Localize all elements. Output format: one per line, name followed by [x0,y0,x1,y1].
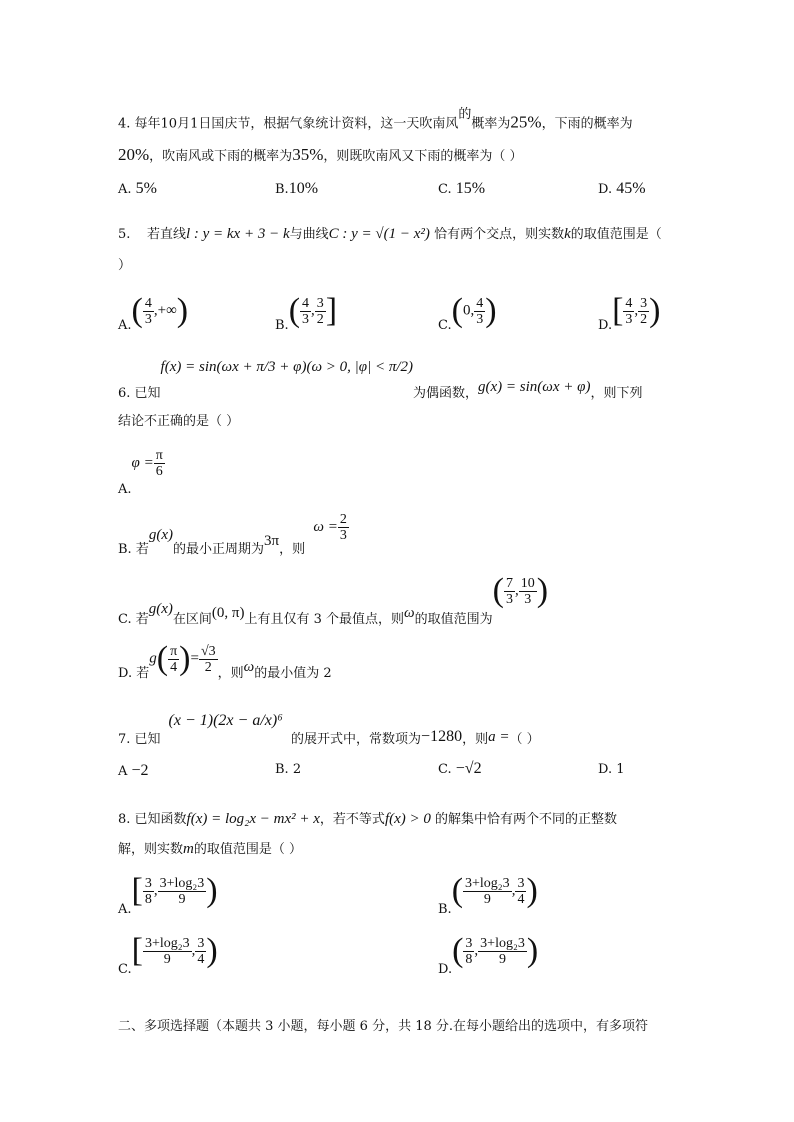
fraction [154,448,165,479]
left-bracket: [ [131,932,143,969]
q4-line1 [118,107,633,133]
option-value: 1 [616,762,625,777]
option-value: −2 [131,762,149,779]
left-bracket: [ [131,872,143,909]
g-of-x: g(x) [148,527,173,543]
numerator: 3 [465,935,473,951]
numerator: π [170,643,178,659]
q8-inequality: f(x) > 0 [384,811,431,827]
fraction [300,296,311,327]
text: 在区间 [172,611,212,627]
numerator: 3 [517,875,525,891]
text: ，则 [279,542,306,557]
left-paren: ( [492,572,504,609]
q5-text-2: 与曲线 [289,227,329,242]
option-value: 45% [616,180,646,197]
q6-text-1: 为偶函数， [413,386,479,401]
omega: ω [404,604,415,621]
q4-option-d[interactable] [598,180,646,198]
numerator: 4 [144,295,152,311]
fraction [515,876,526,907]
q6-option-b[interactable] [118,512,349,557]
fraction [195,936,206,967]
left-paren: ( [451,292,463,329]
option-label: C. [438,762,452,777]
q4-prob-either: 35% [292,145,324,164]
right-paren: ) [526,932,539,969]
option-value: 10% [288,180,319,197]
right-paren: ) [526,872,538,909]
option-label: D. [598,182,613,197]
q8-option-a[interactable]: A.[ $\frac{3}{8}$ , $\frac{\text{3+log₂3}}{9}$ ) [118,872,218,917]
q7-option-c[interactable] [438,760,482,778]
denominator: 4 [517,891,525,907]
fraction [143,936,192,967]
option-label: A. [118,317,132,333]
q7-text-2: ，则 [462,732,489,747]
text: 的取值范围为 [414,611,493,627]
fraction [315,296,326,327]
numerator: 3+log₂3 [465,875,510,891]
q7-line1 [118,712,540,747]
numerator: 3+log₂3 [480,935,525,951]
q4-prob-south: 25% [510,112,542,132]
q5-line2 [118,257,131,275]
q4-text-4: ，吹南风或下雨的概率为 [149,149,293,164]
option-label: B. [275,182,289,197]
denominator: 9 [499,951,506,967]
omega: ω [243,658,255,675]
q6-number: 6. 已知 [118,386,161,401]
q8-text-4: 的取值范围是（ ） [193,842,302,857]
left-paren: ( [156,640,169,677]
q4-text-1: 4. 每年10月1日国庆节，根据气象统计资料，这一天吹南风 [118,116,459,132]
fraction [463,876,512,907]
option-label: D. [438,961,453,977]
q8-option-d[interactable]: D.( $\frac{3}{8}$ , $\frac{\text{3+log₂3}}{9}$ ) [438,932,539,977]
q5-curve-equation: C : y = √(1 − x²) [328,226,430,242]
denominator: 3 [476,311,484,327]
denominator: 3 [625,311,633,327]
q5-text-1: 若直线 [146,227,186,242]
option-label: A [118,764,128,779]
q7-binomial-expression: (x − 1)(2x − a/x)⁶ [168,712,283,729]
q5-option-a[interactable] [118,292,189,333]
q8-line2 [118,840,302,859]
option-value: 15% [455,180,486,197]
option-label: D. [598,762,613,777]
denominator: 9 [483,891,491,907]
denominator: 2 [316,311,324,327]
q8-option-b[interactable]: B.( $\frac{\text{3+log₂3}}{9}$ , $\frac{3}{4}$ ) [438,872,538,917]
option-label: D. [598,317,613,333]
q5-var-k: k [564,226,571,242]
option-label: B. 若 [118,542,149,557]
denominator: 3 [524,591,532,607]
option-label: A. [118,182,132,197]
q8-line1 [118,810,617,829]
option-label: B. [438,901,452,917]
q7-option-b[interactable] [275,762,301,777]
fraction [623,296,634,327]
denominator: 8 [144,891,152,907]
denominator: 9 [163,951,171,967]
numerator: 7 [505,575,513,591]
fraction [478,936,527,967]
q6-option-a[interactable] [118,448,165,497]
numerator: 2 [339,512,347,527]
q4-line2 [118,146,523,166]
text: 的最小正周期为 [172,542,264,557]
q6-text-2: ，则下列 [590,386,643,401]
section-2-heading [118,1018,648,1036]
fraction [168,644,179,675]
q6-line2 [118,413,239,431]
q4-option-c[interactable] [438,180,485,198]
left-paren: ( [131,292,143,329]
left-bracket: [ [612,292,624,329]
g-of-x: g(x) [148,600,173,617]
q5-line-equation: l : y = kx + 3 − k [185,226,290,242]
fraction [504,576,515,607]
denominator: 3 [505,591,513,607]
section-2-text: 二、多项选择题（本题共 3 小题，每小题 6 分，共 18 分.在每小题给出的选项中，有多项符 [118,1019,649,1034]
q5-option-c[interactable] [438,292,497,333]
q8-text-2: 的解集中恰有两个不同的正整数 [435,812,618,827]
option-label: C. [118,961,132,977]
g: g [149,650,157,667]
q7-text-1: 的展开式中，常数项为 [291,732,422,747]
fraction [638,296,649,327]
interval-start: 0, [462,302,475,319]
numerator: 3 [640,295,648,311]
fraction [143,296,154,327]
numerator: 4 [476,295,484,311]
option-label: A. [118,901,132,917]
q8-var-m: m [183,841,194,857]
right-paren: ) [485,292,497,329]
denominator: 4 [197,951,205,967]
interval-rest: ,+∞ [153,302,177,319]
denominator: 6 [155,464,163,479]
q6-option-d[interactable] [118,640,332,681]
lhs: φ = [131,455,154,471]
numerator: 3+log₂3 [144,935,190,951]
option-value: 5% [135,180,157,197]
right-paren: ) [536,572,549,609]
fraction [143,876,154,907]
q8-option-c[interactable]: C.[ $\frac{\text{3+log₂3}}{9}$ , $\frac{3}{4}$ ) [118,932,218,977]
numerator: 3 [197,935,205,951]
right-paren: ) [179,640,191,677]
q5-number: 5. [118,227,131,242]
q5-text-4: 的取值范围是（ [570,227,662,242]
fraction [519,576,537,607]
q8-text-1: ，若不等式 [319,812,385,827]
q4-prob-rain: 20% [118,145,150,164]
q7-text-3: （ ） [509,732,540,747]
numerator: √3 [200,643,216,659]
left-paren: ( [288,292,301,329]
denominator: 8 [465,951,473,967]
fraction [199,644,218,675]
q6-option-c[interactable]: C. 若g(x)在区间(0, π)上有且仅有 3 个最值点，则ω的取值范围为( $\frac{7}{3}$ , $\frac{10}{3}$ ) [118,572,549,627]
denominator: 3 [339,528,347,543]
q4-option-a[interactable] [118,180,157,198]
q7-number: 7. 已知 [118,732,161,747]
option-label: C. 若 [118,611,149,627]
q4-text-2: 概率为 [471,116,511,132]
option-label: C. [438,182,452,197]
q4-text-5: ，则既吹南风又下雨的概率为（ ） [323,149,523,164]
denominator: 2 [640,311,648,327]
q5-text-3: 恰有两个交点，则实数 [434,227,565,242]
denominator: 2 [204,659,212,675]
q6-line1 [118,358,643,401]
text: 的最小值为 2 [254,665,332,681]
q7-option-d[interactable] [598,762,625,777]
q5-text-5: ） [118,258,132,273]
fraction [474,296,485,327]
text: ，则 [217,665,244,681]
right-paren: ) [176,292,189,329]
option-label: B. [275,762,289,777]
interval: (0, π) [211,604,245,621]
q7-option-a[interactable] [118,762,149,780]
fraction [338,512,349,543]
numerator: 3 [316,295,324,311]
q5-line1 [118,225,662,244]
q4-text-3: ，下雨的概率为 [541,116,633,132]
lhs: ω = [313,519,338,535]
left-paren: ( [451,872,464,909]
q8-number: 8. 已知函数 [118,812,187,827]
option-value: 2 [292,762,302,777]
period-value: 3π [264,533,280,549]
q5-option-d[interactable]: D.[ $\frac{4}{3}$ , $\frac{3}{2}$ ) [598,292,661,333]
q6-g-definition: g(x) = sin(ωx + φ) [478,379,591,395]
left-paren: ( [452,932,464,969]
q7-constant-term: −1280 [421,728,463,745]
q7-var-a: a = [488,729,510,745]
right-paren: ) [206,872,218,909]
denominator: 3 [144,311,152,327]
fraction [158,876,207,907]
right-paren: ) [649,292,661,329]
text: 上有且仅有 3 个最值点，则 [244,611,405,627]
numerator: 4 [302,295,310,311]
denominator: 9 [178,891,186,907]
numerator: 3+log₂3 [159,875,205,891]
q4-option-b[interactable] [275,180,318,198]
denominator: 4 [170,659,178,675]
denominator: 3 [302,311,310,327]
right-paren: ) [206,932,218,969]
q8-f-definition: f(x) = log₂x − mx² + x [186,811,320,827]
option-value: −√2 [455,760,482,777]
q8-text-3: 解，则实数 [118,842,184,857]
numerator: 4 [625,295,633,311]
numerator: π [155,448,163,463]
equals: = [190,650,199,667]
option-label: A. [118,482,132,497]
q6-f-definition: f(x) = sin(ωx + π/3 + φ)(ω > 0, |φ| < π/2) [160,359,414,375]
numerator: 3 [144,875,152,891]
fraction [463,936,474,967]
q5-option-b[interactable]: B.( $\frac{4}{3}$ , $\frac{3}{2}$ ] [275,292,338,333]
q4-superscript: 的 [458,107,472,122]
option-label: D. 若 [118,665,150,681]
numerator: 10 [520,575,535,591]
option-label: C. [438,317,452,333]
right-bracket: ] [325,292,338,329]
q6-text-3: 结论不正确的是（ ） [118,414,240,429]
option-label: B. [275,317,289,333]
